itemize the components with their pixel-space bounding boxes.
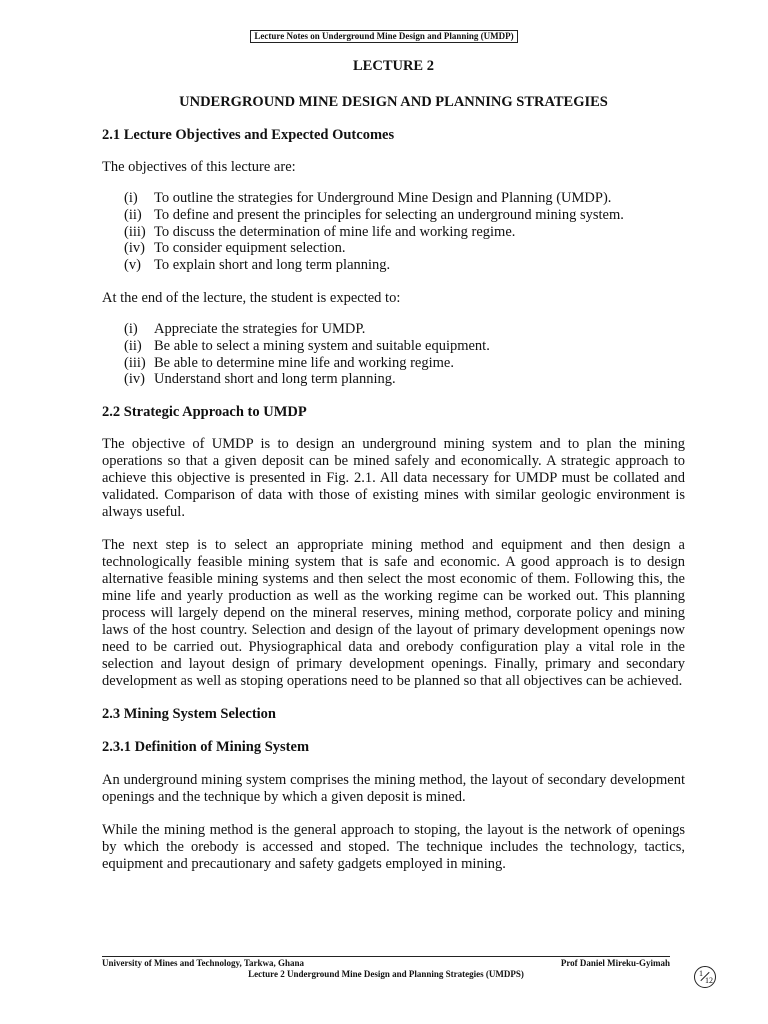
objectives-list: [102, 190, 685, 274]
page-content: [102, 58, 685, 873]
section-2-2-paragraph-2: The next step is to select an appropriate mining method and equipment and then design a technologically feasible mining system that is safe and economic. A good approach is to design alternative feasible mining systems and then select the most economic of them. Following this, the mine life and yearly production as well as the working regime can be worked out. This planning process will largely depend on the mineral reserves, mining method, corporate policy and mining laws of the host country. Selection and design of the layout of primary development openings now need to be carried out. Physiographical data and orebody configuration play a vital role in the selection and layout design of primary development openings. Finally, primary and secondary development as well as stoping operations need to be planned so that all objectives can be achieved.: [102, 537, 685, 690]
outcomes-intro: At the end of the lecture, the student is expected to:: [102, 289, 401, 306]
section-2-1-heading: 2.1 Lecture Objectives and Expected Outcomes: [102, 127, 395, 143]
list-item: (i) To outline the strategies for Underground Mine Design and Planning (UMDP).: [124, 190, 612, 206]
list-item: (ii) Be able to select a mining system and suitable equipment.: [124, 337, 490, 354]
section-2-3-1-paragraph-2: While the mining method is the general approach to stoping, the layout is the network of openings by which the orebody is accessed and stoped. The technique includes the technology, tactics, equipment and precautionary and safety gadgets employed in mining.: [102, 822, 685, 873]
list-item: (i) Appreciate the strategies for UMDP.: [124, 320, 366, 337]
objectives-intro: The objectives of this lecture are:: [102, 159, 296, 175]
list-item: (ii) To define and present the principles for selecting an underground mining system.: [124, 206, 624, 223]
lecture-title: UNDERGROUND MINE DESIGN AND PLANNING STRATEGIES: [179, 94, 608, 110]
section-2-3-1-heading: 2.3.1 Definition of Mining System: [102, 739, 310, 756]
section-2-3-heading: 2.3 Mining System Selection: [102, 706, 276, 723]
list-item: (iii) To discuss the determination of mine life and working regime.: [124, 223, 516, 240]
lecture-number: LECTURE 2: [353, 58, 434, 74]
list-item: (v) To explain short and long term planning.: [124, 257, 391, 274]
footer-institution: University of Mines and Technology, Tarkwa, Ghana: [102, 958, 305, 968]
page-number-badge: [694, 966, 716, 988]
page-total: 12: [705, 976, 713, 985]
section-2-2-heading: 2.2 Strategic Approach to UMDP: [102, 404, 307, 421]
running-header-text: Lecture Notes on Underground Mine Design and Planning (UMDP): [250, 30, 517, 43]
page-footer: [102, 956, 670, 979]
footer-row: [102, 956, 670, 968]
section-2-2-paragraph-1: The objective of UMDP is to design an underground mining system and to plan the mining operations so that a given deposit can be mined safely and economically. A strategic approach to achieve this objective is presented in Fig. 2.1. All data necessary for UMDP must be collated and validated. Comparison of data with those of existing mines with similar geologic environment is always useful.: [102, 436, 685, 521]
list-item: (iv) Understand short and long term planning.: [124, 371, 396, 388]
running-header: [0, 26, 768, 44]
footer-author: Prof Daniel Mireku-Gyimah: [560, 958, 670, 968]
list-item: (iii) Be able to determine mine life and working regime.: [124, 354, 454, 371]
section-2-3-1-paragraph-1: An underground mining system comprises the mining method, the layout of secondary development openings and the technique by which a given deposit is mined.: [102, 772, 685, 806]
page-number: 1: [699, 969, 703, 978]
outcomes-list: [102, 321, 685, 388]
footer-lecture-title: Lecture 2 Underground Mine Design and Planning Strategies (UMDPS): [248, 969, 524, 979]
list-item: (iv) To consider equipment selection.: [124, 240, 346, 257]
